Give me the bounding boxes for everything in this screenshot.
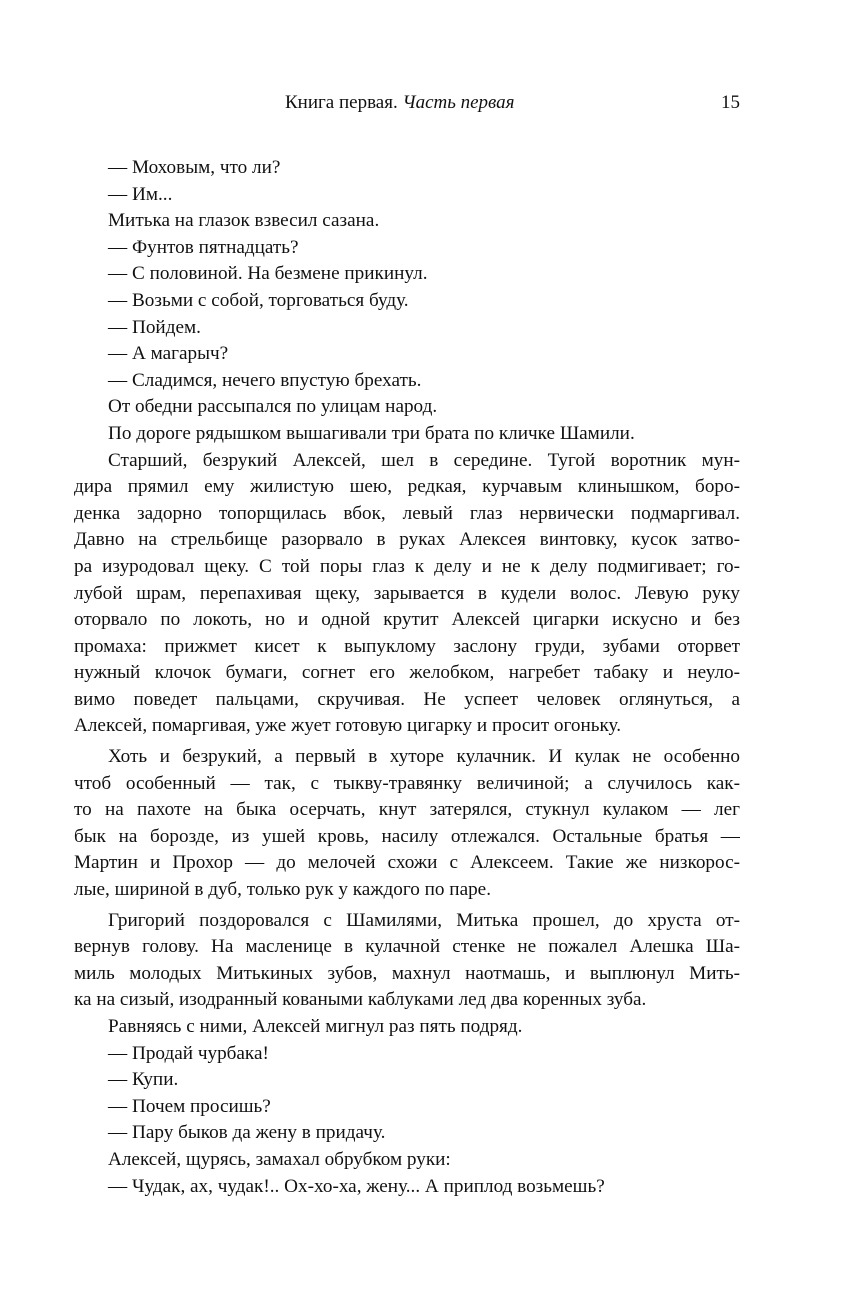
book-title: Книга первая. bbox=[285, 92, 398, 113]
text-line: промаха: прижмет кисет к выпуклому заслону груди, зубами оторвет bbox=[74, 635, 740, 657]
text-line: денка задорно топорщилась вбок, левый глаз нервически подмаргивал. bbox=[74, 502, 740, 524]
text-line: Алексей, помаргивая, уже жует готовую цигарку и просит огоньку. bbox=[74, 715, 621, 737]
text-line: Алексей, щурясь, замахал обрубком руки: bbox=[108, 1148, 451, 1170]
text-line: — Возьми с собой, торговаться буду. bbox=[108, 289, 409, 311]
text-line: По дороге рядышком вышагивали три брата по кличке Шамили. bbox=[108, 422, 635, 444]
text-line: Митька на глазок взвесил сазана. bbox=[108, 210, 380, 232]
text-line: лые, шириной в дуб, только рук у каждого по паре. bbox=[74, 879, 491, 901]
text-line: От обедни рассыпался по улицам народ. bbox=[108, 396, 438, 418]
text-line: вернув голову. На масленице в кулачной стенке не пожалел Алешка Ша- bbox=[74, 936, 740, 958]
page-number: 15 bbox=[721, 92, 740, 113]
text-line: — Сладимся, нечего впустую брехать. bbox=[108, 369, 422, 391]
text-line: — Им... bbox=[108, 183, 173, 205]
text-line: — С половиной. На безмене прикинул. bbox=[108, 263, 428, 285]
text-line: чтоб особенный — так, с тыкву-травянку величиной; а случилось как- bbox=[74, 772, 740, 794]
text-line: миль молодых Митькиных зубов, махнул наотмашь, и выплюнул Мить- bbox=[74, 962, 740, 984]
text-line: Равняясь с ними, Алексей мигнул раз пять подряд. bbox=[108, 1016, 523, 1037]
text-line: ра изуродовал щеку. С той поры глаз к делу и не к делу подмигивает; го- bbox=[74, 555, 740, 577]
text-line: вимо поведет пальцами, скручивая. Не успеет человек оглянуться, а bbox=[74, 688, 740, 710]
text-line: Старший, безрукий Алексей, шел в середине. Тугой воротник мун- bbox=[108, 449, 740, 471]
text-line: то на пахоте на быка осерчать, кнут затерялся, стукнул кулаком — лег bbox=[74, 799, 740, 821]
text-line: дира прямил ему жилистую шею, редкая, курчавым клинышком, боро- bbox=[74, 476, 740, 498]
text-line: Григорий поздоровался с Шамилями, Митька прошел, до хруста от- bbox=[108, 909, 740, 931]
part-title: Часть первая bbox=[402, 92, 515, 113]
running-header bbox=[74, 92, 740, 120]
page-body bbox=[74, 155, 740, 1200]
text-line: — Моховым, что ли? bbox=[108, 157, 281, 178]
text-line: Мартин и Прохор — до мелочей схожи с Алексеем. Такие же низкорос- bbox=[74, 852, 740, 874]
running-title bbox=[285, 92, 515, 114]
text-line: — Продай чурбака! bbox=[108, 1042, 269, 1064]
text-line: оторвало по локоть, но и одной крутит Алексей цигарки искусно и без bbox=[74, 609, 740, 631]
text-line: — Чудак, ах, чудак!.. Ох-хо-ха, жену... А приплод возьмешь? bbox=[108, 1175, 605, 1197]
text-line: — Пару быков да жену в придачу. bbox=[108, 1122, 386, 1144]
text-line: — Пойдем. bbox=[108, 316, 201, 338]
text-line: нужный клочок бумаги, согнет его желобком, нагребет табаку и неуло- bbox=[74, 662, 740, 684]
text-line: Давно на стрельбище разорвало в руках Алексея винтовку, кусок затво- bbox=[74, 529, 740, 551]
text-line: — Купи. bbox=[108, 1069, 179, 1091]
text-line: бык на борозде, из ушей кровь, насилу отлежался. Остальные братья — bbox=[74, 825, 740, 847]
text-line: Хоть и безрукий, а первый в хуторе кулачник. И кулак не особенно bbox=[108, 746, 740, 768]
text-line: ка на сизый, изодранный коваными каблуками лед два коренных зуба. bbox=[74, 989, 647, 1011]
text-line: — А магарыч? bbox=[108, 343, 229, 365]
text-line: — Почем просишь? bbox=[108, 1095, 271, 1117]
text-line: — Фунтов пятнадцать? bbox=[108, 236, 299, 258]
text-line: лубой шрам, перепахивая щеку, зарывается в кудели волос. Левую руку bbox=[74, 582, 740, 604]
